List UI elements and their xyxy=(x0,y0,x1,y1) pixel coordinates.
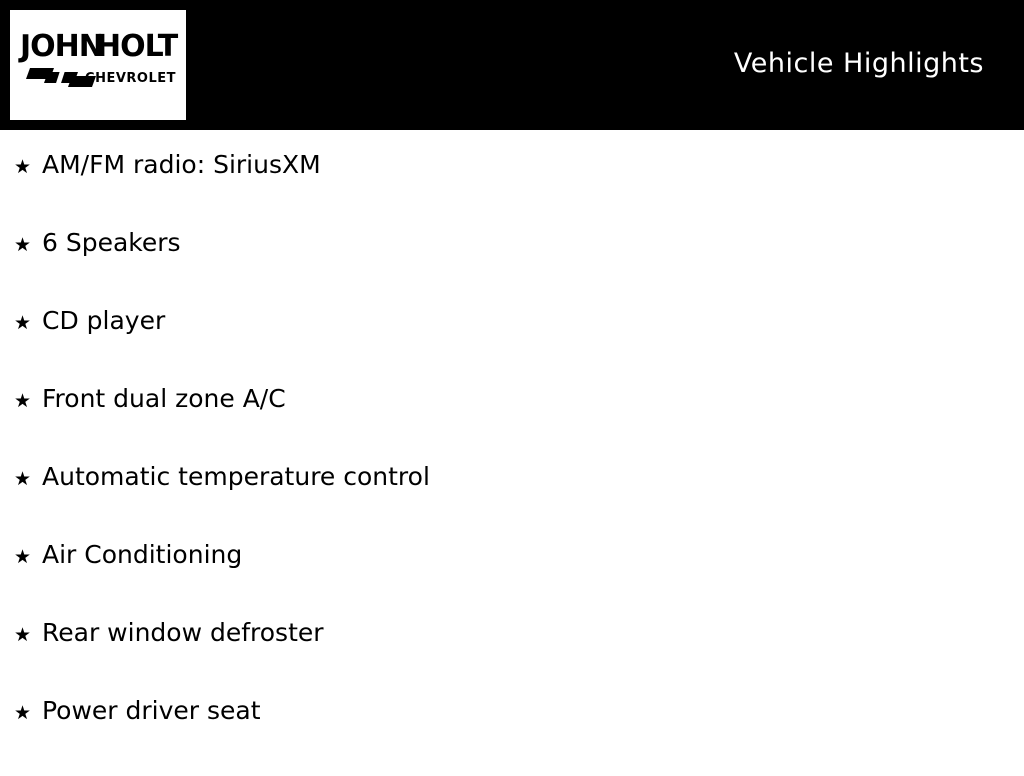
dealer-logo xyxy=(10,10,186,120)
list-item-label: Power driver seat xyxy=(42,696,261,725)
list-item-label: Air Conditioning xyxy=(42,540,243,569)
logo-subtitle: CHEVROLET xyxy=(85,71,176,86)
list-item xyxy=(0,464,1024,542)
list-item-label: Rear window defroster xyxy=(42,618,324,647)
star-icon: ★ xyxy=(14,390,32,412)
star-icon: ★ xyxy=(14,312,32,334)
star-icon: ★ xyxy=(14,156,32,178)
list-item xyxy=(0,386,1024,464)
logo-word-john: JOHN xyxy=(20,29,103,64)
list-item xyxy=(0,620,1024,698)
list-item xyxy=(0,308,1024,386)
list-item xyxy=(0,152,1024,230)
logo-inner xyxy=(12,26,184,104)
star-icon: ★ xyxy=(14,546,32,568)
star-icon: ★ xyxy=(14,624,32,646)
vehicle-highlights-list xyxy=(0,130,1024,776)
page-header xyxy=(0,0,1024,130)
star-icon: ★ xyxy=(14,234,32,256)
list-item-label: CD player xyxy=(42,306,166,335)
star-icon: ★ xyxy=(14,702,32,724)
logo-word-holt: HOLT xyxy=(96,29,178,64)
list-item xyxy=(0,698,1024,776)
list-item-label: AM/FM radio: SiriusXM xyxy=(42,150,321,179)
star-icon: ★ xyxy=(14,468,32,490)
list-item xyxy=(0,542,1024,620)
page-title: Vehicle Highlights xyxy=(733,48,984,79)
list-item-label: Front dual zone A/C xyxy=(42,384,286,413)
list-item-label: Automatic temperature control xyxy=(42,462,430,491)
list-item-label: 6 Speakers xyxy=(42,228,181,257)
list-item xyxy=(0,230,1024,308)
